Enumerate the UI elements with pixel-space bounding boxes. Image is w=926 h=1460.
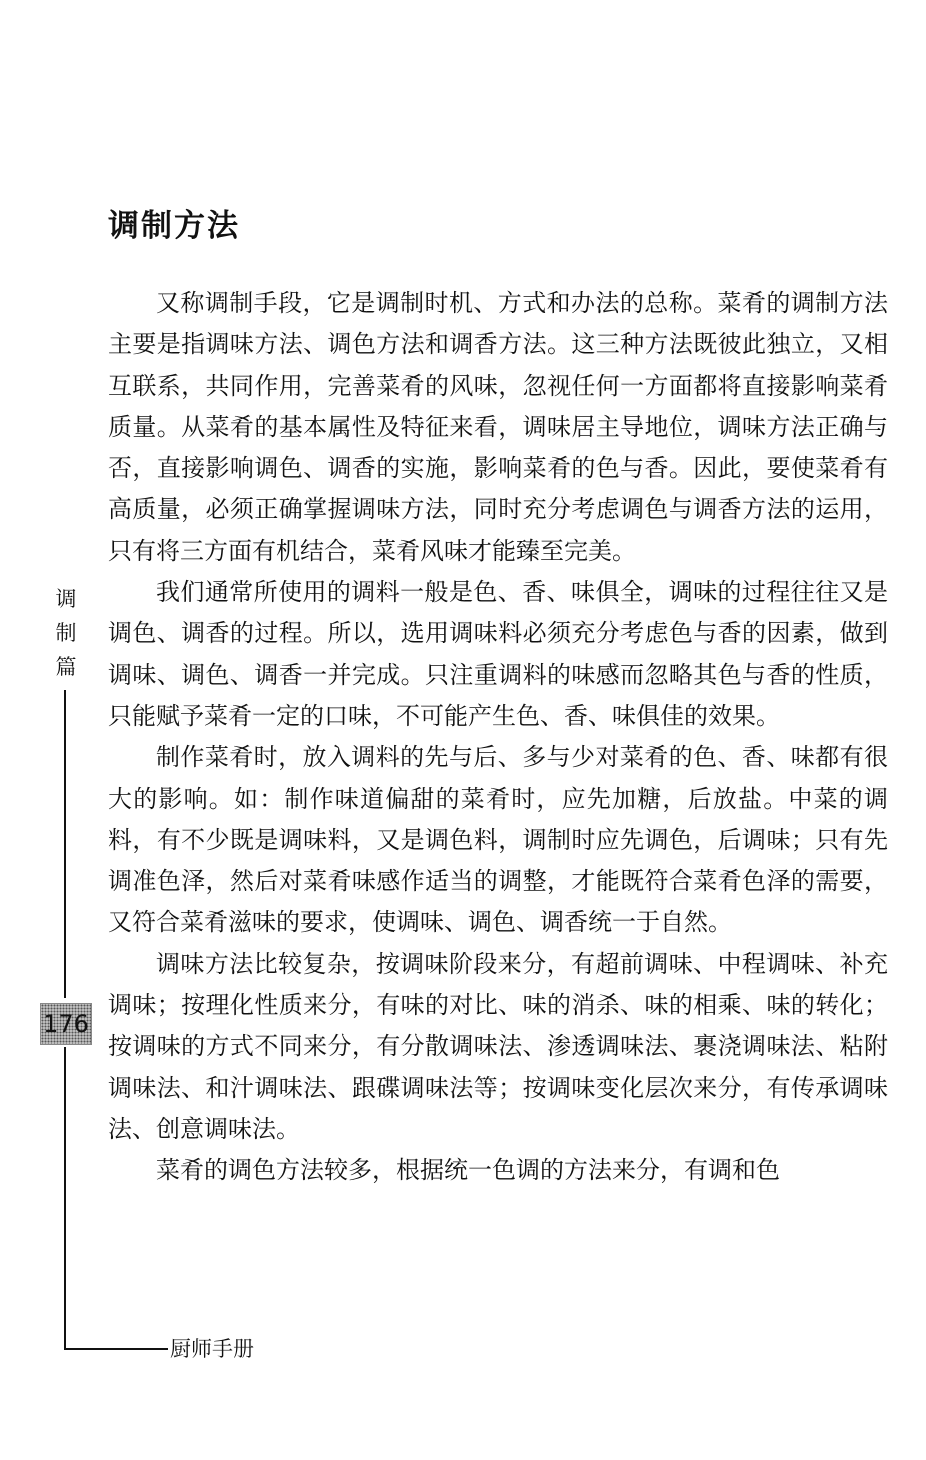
- side-label-char: 篇: [55, 655, 77, 679]
- paragraph: 菜肴的调色方法较多，根据统一色调的方法来分，有调和色: [156, 1156, 780, 1185]
- footer-rule: [64, 1348, 168, 1350]
- paragraph: 又称调制手段，它是调制时机、方式和办法的总称。菜肴的调制方法主要是指调味方法、调色方法和调香方法。这三种方法既彼此独立，又相互联系，共同作用，完善菜肴的风味，忽视任何一方面都将直接影响菜肴质量。从菜肴的基本属性及特征来看，调味居主导地位，调味方法正确与否，直接影响调色、调香的实施，影响菜肴的色与香。因此，要使菜肴有高质量，必须正确掌握调味方法，同时充分考虑调色与调香方法的运用，只有将三方面有机结合，菜肴风味才能臻至完美。: [108, 289, 888, 565]
- margin-rule-upper: [64, 690, 66, 998]
- footer-book-title: 厨师手册: [170, 1337, 254, 1361]
- body-text: [108, 283, 888, 1192]
- page-number: 176: [40, 1003, 92, 1045]
- paragraph: 我们通常所使用的调料一般是色、香、味俱全，调味的过程往往又是调色、调香的过程。所以，选用调味料必须充分考虑色与香的因素，做到调味、调色、调香一并完成。只注重调料的味感而忽略其色与香的性质，只能赋予菜肴一定的口味，不可能产生色、香、味俱佳的效果。: [108, 578, 888, 730]
- chapter-side-label: [54, 582, 78, 684]
- paragraph: 调味方法比较复杂，按调味阶段来分，有超前调味、中程调味、补充调味；按理化性质来分，有味的对比、味的消杀、味的相乘、味的转化；按调味的方式不同来分，有分散调味法、渗透调味法、裹浇调味法、粘附调味法、和汁调味法、跟碟调味法等；按调味变化层次来分，有传承调味法、创意调味法。: [108, 949, 888, 1143]
- paragraph: 制作菜肴时，放入调料的先与后、多与少对菜肴的色、香、味都有很大的影响。如：制作味道偏甜的菜肴时，应先加糖，后放盐。中菜的调料，有不少既是调味料，又是调色料，调制时应先调色，后调味；只有先调准色泽，然后对菜肴味感作适当的调整，才能既符合菜肴色泽的需要，又符合菜肴滋味的要求，使调味、调色、调香统一于自然。: [108, 743, 888, 937]
- side-label-char: 制: [55, 621, 77, 645]
- section-title: 调制方法: [108, 208, 240, 244]
- side-label-char: 调: [55, 587, 77, 611]
- margin-rule-lower: [64, 1047, 66, 1349]
